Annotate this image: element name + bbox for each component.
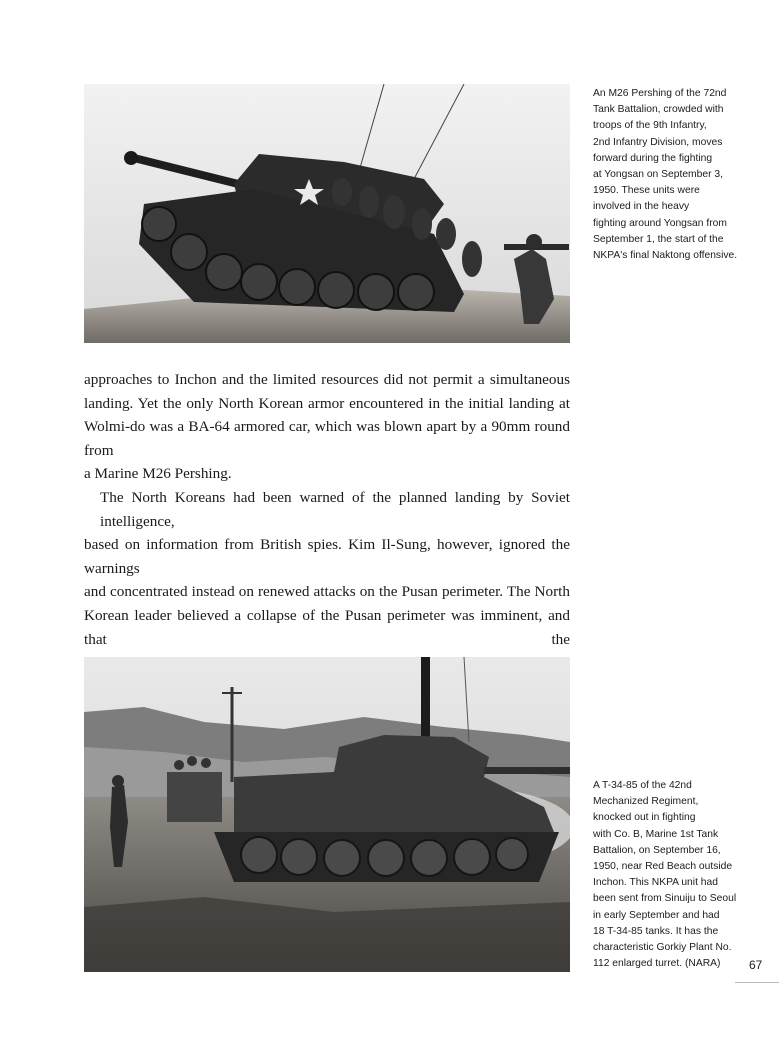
caption-line: forward during the fighting [593, 152, 713, 164]
caption-line: knocked out in fighting [593, 812, 696, 824]
text-line: and concentrated instead on renewed attacks on the Pusan perimeter. The North [84, 583, 570, 601]
caption-line: 18 T-34-85 tanks. It has the [593, 925, 719, 937]
caption-line: A T-34-85 of the 42nd [593, 780, 692, 791]
caption-line: Tank Battalion, crowded with [593, 104, 724, 116]
text-line: Wolmi-do was a BA-64 armored car, which was blown apart by a 90mm round from [84, 418, 570, 459]
caption-line: September 1, the start of the [593, 233, 724, 245]
text-line: The North Koreans had been warned of the planned landing by Soviet intelligence, [100, 488, 570, 530]
caption-line: Inchon. This NKPA unit had [593, 877, 718, 889]
figure-2-caption [593, 778, 738, 972]
caption-line: 1950, near Red Beach outside [593, 861, 733, 873]
text-line: landing. Yet the only North Korean armor encountered in the initial landing at [84, 394, 570, 412]
figure-1-caption [593, 86, 738, 264]
footer-rule [735, 982, 779, 983]
text-line: a Marine M26 Pershing. [84, 465, 232, 483]
caption-line: at Yongsan on September 3, [593, 169, 723, 181]
caption-line: troops of the 9th Infantry, [593, 120, 707, 132]
caption-line: involved in the heavy [593, 201, 690, 213]
caption-line: fighting around Yongsan from [593, 217, 727, 229]
caption-line: NKPA's final Naktong offensive. [593, 250, 738, 262]
photo-t34-85 [84, 657, 570, 972]
caption-line: 112 enlarged turret. (NARA) [593, 958, 721, 970]
paragraph [84, 368, 570, 486]
photo-m26-pershing [84, 84, 570, 343]
caption-line: in early September and had [593, 909, 720, 921]
text-line: Korean leader believed a collapse of the Pusan perimeter was imminent, and that the [84, 606, 570, 648]
page-number: 67 [749, 958, 763, 972]
text-line: based on information from British spies. Kim Il-Sung, however, ignored the warnings [84, 536, 570, 577]
caption-line: characteristic Gorkiy Plant No. [593, 942, 732, 954]
text-line: approaches to Inchon and the limited resources did not permit a simultaneous [84, 371, 570, 388]
caption-line: An M26 Pershing of the 72nd [593, 88, 727, 99]
caption-line: 2nd Infantry Division, moves [593, 136, 723, 148]
caption-line: Battalion, on September 16, [593, 844, 721, 856]
caption-line: been sent from Sinuiju to Seoul [593, 893, 737, 905]
caption-line: with Co. B, Marine 1st Tank [593, 828, 719, 840]
caption-line: 1950. These units were [593, 185, 700, 197]
caption-line: Mechanized Regiment, [593, 796, 699, 808]
